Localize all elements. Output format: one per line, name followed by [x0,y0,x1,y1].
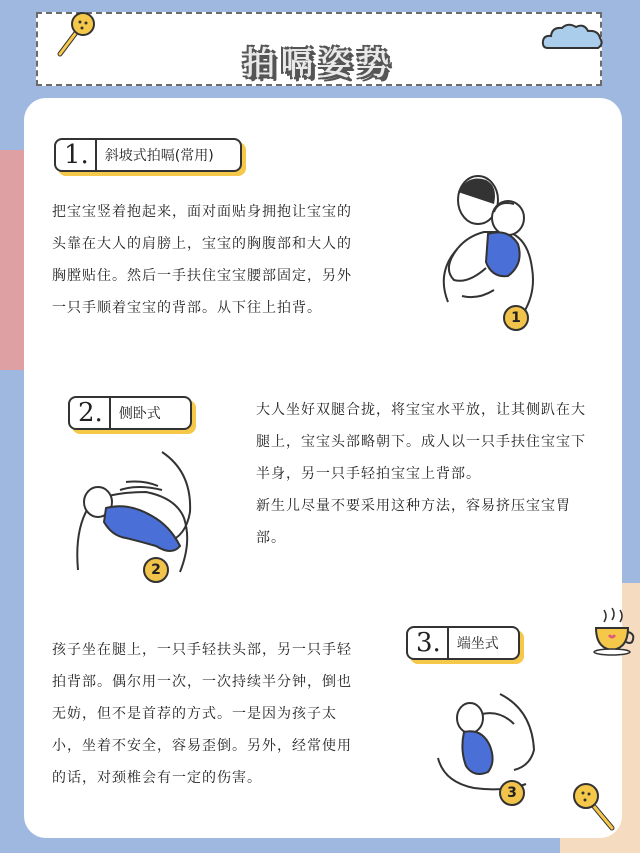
section-3-label: 端坐式 [456,636,499,652]
step-1-badge: 1 [503,305,529,331]
step-2-badge: 2 [143,557,169,583]
heading-separator [95,140,97,170]
section-2-label: 侧卧式 [118,406,161,422]
section-2-note: 新生儿尽量不要采用这种方法，容易挤压宝宝胃部。 [256,498,571,546]
nail-icon [568,780,622,836]
illustration-upright-hold [428,172,548,332]
section-1-heading [54,138,242,172]
heading-separator [447,628,449,658]
section-3-heading [406,626,520,660]
section-1-label: 斜坡式拍嗝(常用) [104,148,214,164]
illustration-side-lying [72,446,204,584]
illustration-sitting-up [434,688,544,798]
section-2-number: 2. [78,398,103,428]
section-2-text: 大人坐好双腿合拢，将宝宝水平放，让其侧趴在大腿上，宝宝头部略朝下。成人以一只手扶住宝宝下半身，另一只手轻拍宝宝上背部。 新生儿尽量不要采用这种方法，容易挤压宝宝胃部。 [256,394,586,554]
heading-separator [109,398,111,428]
step-3-badge: 3 [499,780,525,806]
page-title: 拍嗝姿势 [242,44,395,82]
title-banner [36,12,602,86]
section-2-heading [68,396,192,430]
cloud-icon [540,22,606,52]
section-1-number: 1. [64,140,89,170]
coffee-cup-icon [588,604,638,656]
section-1-text: 把宝宝竖着抱起来，面对面贴身拥抱让宝宝的头靠在大人的肩膀上，宝宝的胸腹部和大人的胸膛贴住。然后一手扶住宝宝腰部固定，另外一只手顺着宝宝的背部。从下往上拍背。 [52,204,352,316]
section-3-text: 孩子坐在腿上，一只手轻扶头部，另一只手轻拍背部。偶尔用一次，一次持续半分钟，倒也无妨，但不是首荐的方式。一是因为孩子太小，坐着不安全，容易歪倒。另外，经常使用的话，对颈椎会有一定的伤害。 [52,642,352,786]
section-3-number: 3. [416,628,441,658]
nail-icon [50,10,100,62]
